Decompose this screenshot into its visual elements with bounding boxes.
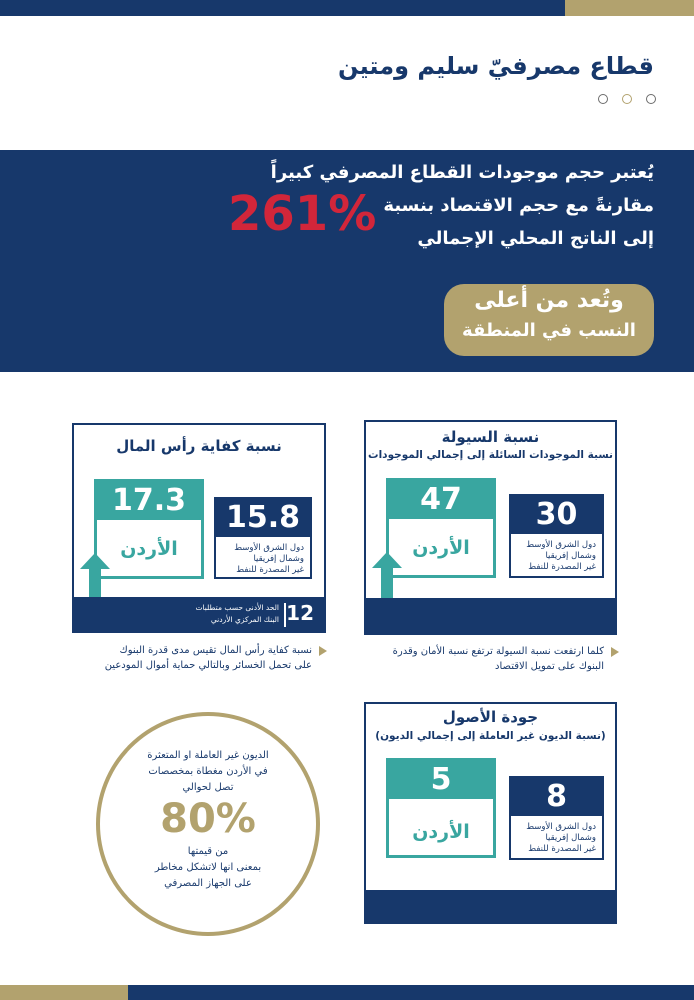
- liquidity-jordan-box: [386, 478, 496, 578]
- liquidity-region-value: 30: [511, 496, 602, 534]
- liquidity-region-caption-3: غير المصدرة للنفط: [528, 562, 596, 572]
- up-arrow-icon: [372, 552, 402, 604]
- assets-jordan-value: 5: [389, 761, 493, 799]
- pill-line-1: وتُعد من أعلى: [474, 288, 624, 313]
- bottom-stripe-navy: [128, 985, 694, 1000]
- circle-line-6: على الجهاز المصرفي: [164, 878, 252, 889]
- pill-line-2: النسب في المنطقة: [462, 320, 636, 341]
- circle-line-1: الديون غير العاملة او المتعثرة: [147, 750, 269, 761]
- up-arrow-icon: [80, 553, 110, 597]
- capital-card: [72, 423, 326, 633]
- capital-jordan-value: 17.3: [97, 482, 201, 520]
- coverage-circle: [96, 712, 320, 936]
- intro-percent: 261%: [228, 186, 377, 242]
- capital-minimum-divider: [284, 603, 286, 627]
- liquidity-jordan-label: الأردن: [412, 537, 470, 559]
- page-title: قطاع مصرفيّ سليم ومتين: [338, 52, 654, 80]
- assets-region-caption-3: غير المصدرة للنفط: [528, 844, 596, 854]
- dot-icon: [646, 94, 656, 104]
- circle-percent: 80%: [160, 796, 256, 842]
- capital-region-value: 15.8: [216, 499, 310, 537]
- assets-jordan-label: الأردن: [412, 821, 470, 843]
- liquidity-title: نسبة السيولة: [441, 428, 540, 446]
- circle-line-3: تصل لحوالي: [182, 782, 234, 793]
- liquidity-subtitle: نسبة الموجودات السائلة إلى إجمالي الموجودات: [368, 449, 613, 461]
- capital-minimum-caption-2: البنك المركزي الأردني: [210, 615, 279, 624]
- assets-subtitle: (نسبة الديون غير العاملة إلى إجمالي الديون): [375, 730, 606, 742]
- circle-line-5: بمعنى انها لاتشكل مخاطر: [154, 862, 262, 873]
- top-stripe-gold: [565, 0, 694, 16]
- capital-note-2: على تحمل الخسائر وبالتالي حماية أموال المودعين: [104, 660, 312, 671]
- assets-region-caption-1: دول الشرق الأوسط: [526, 822, 596, 832]
- capital-note-1: نسبة كفاية رأس المال تقيس مدى قدرة البنوك: [119, 645, 312, 656]
- liquidity-region-caption-2: وشمال إفريقيا: [545, 551, 596, 561]
- capital-minimum-bar: [74, 597, 324, 633]
- circle-line-2: في الأردن مغطاة بمخصصات: [148, 766, 268, 777]
- capital-region-caption-2: وشمال إفريقيا: [253, 554, 304, 564]
- assets-title: جودة الأصول: [442, 708, 539, 726]
- liquidity-jordan-value: 47: [389, 481, 493, 519]
- liquidity-baseline: [366, 598, 615, 635]
- top-stripe-navy: [0, 0, 565, 16]
- assets-region-caption-2: وشمال إفريقيا: [545, 833, 596, 843]
- dot-icon: [622, 94, 632, 104]
- dot-icon: [598, 94, 608, 104]
- capital-jordan-label: الأردن: [120, 538, 178, 560]
- assets-jordan-box: [386, 758, 496, 858]
- assets-region-box: [509, 776, 604, 860]
- capital-title: نسبة كفاية رأس المال: [116, 437, 282, 455]
- liquidity-note-1: كلما ارتفعت نسبة السيولة ترتفع نسبة الأمان وقدرة: [392, 646, 604, 657]
- capital-region-box: [214, 497, 312, 579]
- bullet-triangle-icon: [611, 647, 619, 657]
- region-pill: [444, 284, 654, 356]
- bullet-triangle-icon: [319, 646, 327, 656]
- circle-line-4: من قيمتها: [187, 846, 229, 857]
- capital-minimum-value: 12: [286, 601, 314, 625]
- liquidity-region-caption-1: دول الشرق الأوسط: [526, 540, 596, 550]
- assets-region-value: 8: [511, 778, 602, 816]
- capital-region-caption-3: غير المصدرة للنفط: [236, 565, 304, 575]
- liquidity-region-box: [509, 494, 604, 578]
- intro-line-2: مقارنةً مع حجم الاقتصاد بنسبة: [383, 195, 654, 216]
- intro-line-1: يُعتبر حجم موجودات القطاع المصرفي كبيراً: [270, 162, 654, 183]
- capital-minimum-caption-1: الحد الأدنى حسب متطلبات: [195, 603, 279, 612]
- assets-baseline: [366, 890, 615, 924]
- bottom-stripe-gold: [0, 985, 128, 1000]
- liquidity-card: [364, 420, 617, 635]
- liquidity-note-2: البنوك على تمويل الاقتصاد: [495, 661, 604, 672]
- capital-region-caption-1: دول الشرق الأوسط: [234, 543, 304, 553]
- assets-card: [364, 702, 617, 924]
- title-dots: [598, 94, 656, 104]
- intro-line-3: إلى الناتج المحلي الإجمالي: [417, 228, 654, 249]
- capital-jordan-box: [94, 479, 204, 579]
